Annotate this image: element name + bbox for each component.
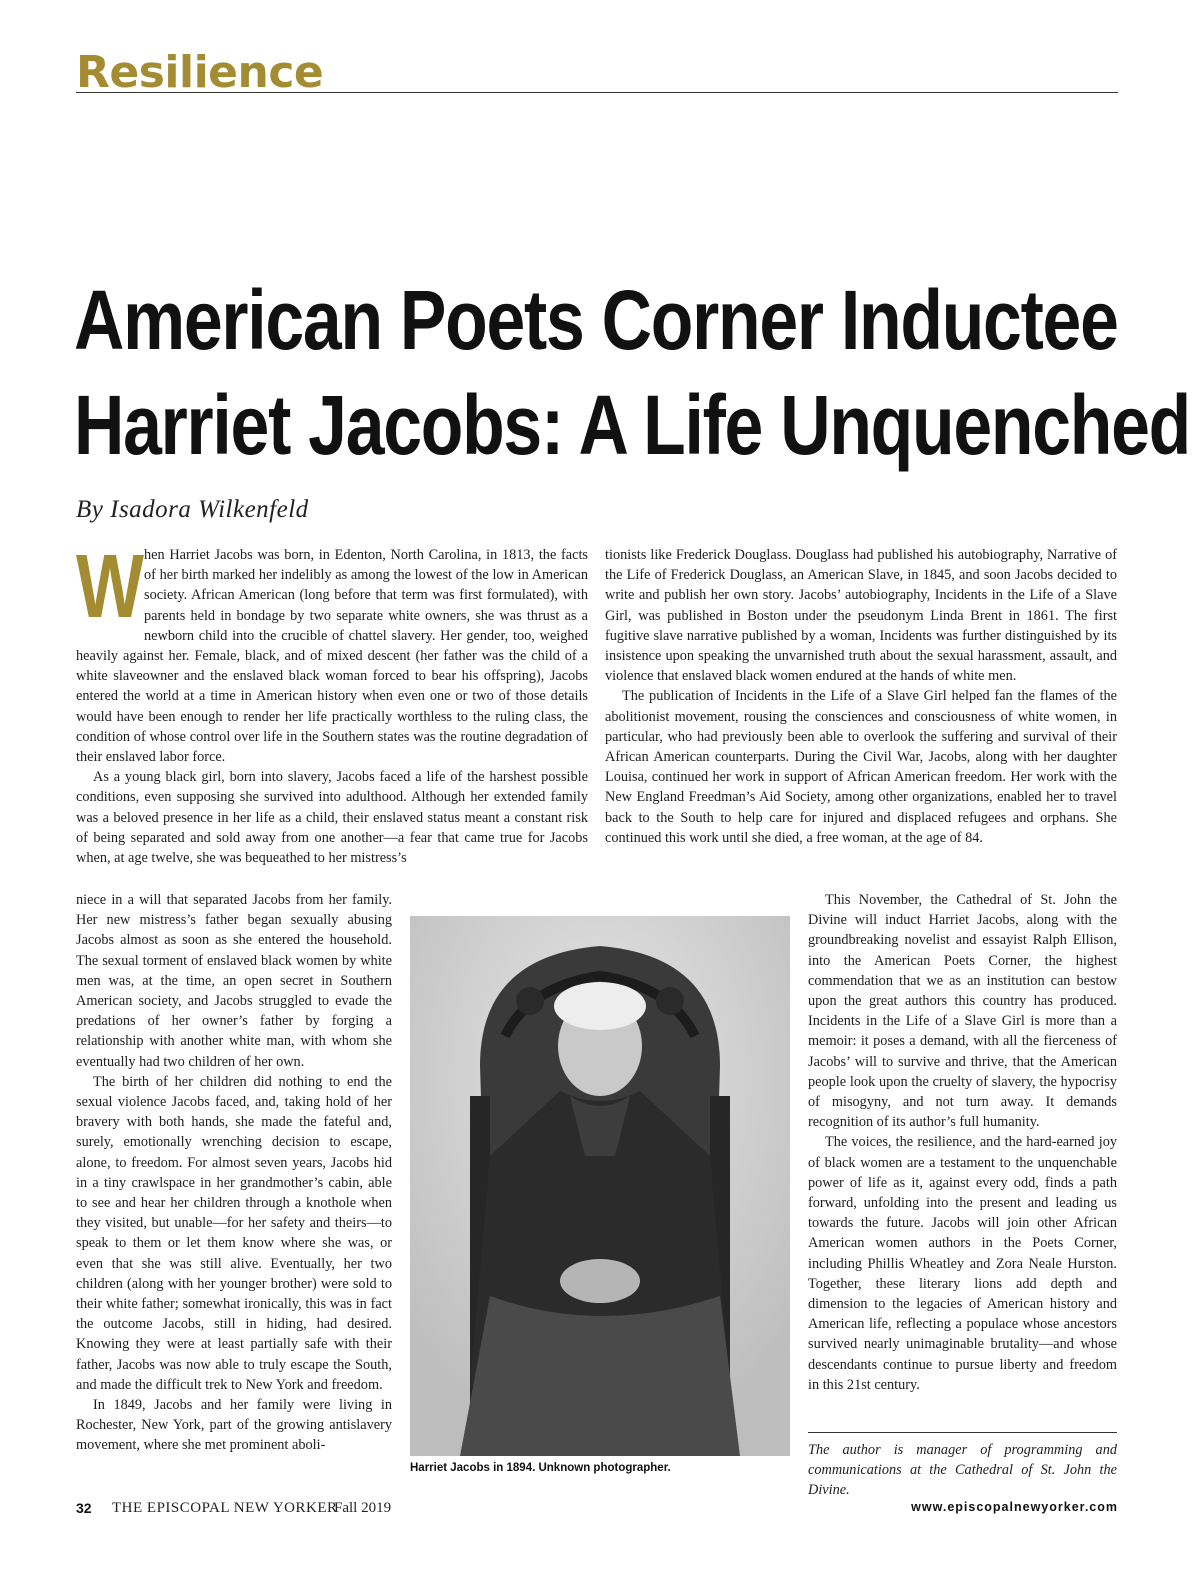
article-column-right-lower [808,890,1117,1395]
paragraph-7: This November, the Cathedral of St. John the Divine will induct Harriet Jacobs, along with the groundbreaking novelist and essayist Ralph Ellison, into the American Poets Corner, the highest commendation that we as an institution can bestow upon the great authors this country has produced. Incidents in the Life of a Slave Girl is more than a memoir: it poses a demand, with all the fierceness of Jacobs’ will to survive and thrive, that the American people look upon the cruelty of slavery, the hypocrisy of misogyny, and not turn away. It demands recognition of its author’s full humanity. [808,892,1117,1131]
page-footer [76,1500,1118,1520]
paragraph-6: The publication of Incidents in the Life of a Slave Girl helped fan the flames of the abolitionist movement, rousing the consciences and consciousness of white women, in particular, who had previously been able to overlook the suffering and survival of their African American counterparts. During the Civil War, Jacobs, along with her daughter Louisa, continued her work in support of African American freedom. Her work with the New England Freedman’s Aid Society, among other organizations, enabled her to travel back to the South to help care for injured and displaced refugees and orphans. She continued this work until she died, a free woman, at the age of 84. [605,688,1117,846]
magazine-name: THE EPISCOPAL NEW YORKER [112,1500,338,1516]
headline-line-2: Harriet Jacobs: A Life Unquenched [74,378,1190,472]
author-note-divider [808,1432,1117,1433]
article-column-left-lower [76,890,392,1456]
author-note: The author is manager of programming and communications at the Cathedral of St. John the Divine. [808,1442,1117,1499]
paragraph-2-start: As a young black girl, born into slavery, Jacobs faced a life of the harshest possible conditions, even supposing she survived into adulthood. Although her extended family was a beloved presence in her life as a child, their enslaved status meant a constant risk of being separated and sold away from one another—a fear that came true for Jacobs when, at age twelve, she was bequeathed to her mistress’s [76,769,588,867]
article-headline [74,268,1190,478]
issue-date: Fall 2019 [334,1500,392,1516]
portrait-illustration [410,916,790,1456]
section-divider [76,92,1118,93]
byline: By Isadora Wilkenfeld [76,496,309,523]
paragraph-3: The birth of her children did nothing to end the sexual violence Jacobs faced, and, taking hold of her bravery with both hands, she made the fateful and, surely, emotionally wrenching decision to escape, alone, to freedom. For almost seven years, Jacobs hid in a tiny crawlspace in her grandmother’s cabin, able to see and hear her children through a knothole when they visited, but unable—for her safety and theirs—to speak to them or let them know where she was, or even that she was still alive. Eventually, her two children (along with her younger brother) were sold to their white father; somewhat ironically, this was in fact the outcome Jacobs, still in hiding, had desired. Knowing they were at least partially safe with their father, Jacobs was now able to truly escape the South, and made the difficult trek to New York and freedom. [76,1073,392,1393]
paragraph-8: The voices, the resilience, and the hard-earned joy of black women are a testament to the unquenchable power of life as it, against every odd, finds a path forward, unfolding into the present and leading us towards the future. Jacobs will join other African American women authors in the Poets Corner, including Phillis Wheatley and Zora Neale Hurston. Together, these literary lions add depth and dimension to the legacies of American history and American life, reflecting a populace whose ancestors survived nearly unimaginable brutality—and whose descendants continue to pursue liberty and freedom in this 21st century. [808,1134,1117,1393]
paragraph-1: hen Harriet Jacobs was born, in Edenton, North Carolina, in 1813, the facts of her birth marked her indelibly as among the lowest of the low in American society. African American (long before that term was first formulated), with parents held in bondage by two separate white owners, she was thrust as a newborn child into the crucible of chattel slavery. Her gender, too, weighed heavily against her. Female, black, and of mixed descent (her father was the child of a white slaveowner and the enslaved black woman forced to bear his offspring), Jacobs entered the world at a time in American history when even one or two of those details would have been enough to render her life practically worthless to the ruling class, the condition of whose control over life in the Southern states was the routine degradation of their enslaved labor force. [76,547,588,766]
paragraph-5: tionists like Frederick Douglass. Douglass had published his autobiography, Narrative of the Life of Frederick Douglass, an American Slave, in 1845, and soon Jacobs decided to write and publish her own story. Jacobs’ autobiography, Incidents in the Life of a Slave Girl, was published in Boston under the pseudonym Linda Brent in 1861. The first fugitive slave narrative published by a woman, Incidents was further distinguished by its insistence upon speaking the unvarnished truth about the sexual harassment, assault, and violence that enslaved black women endured at the hands of white men. [605,547,1117,685]
website-link[interactable]: www.episcopalnewyorker.com [911,1500,1118,1514]
photo-caption: Harriet Jacobs in 1894. Unknown photographer. [410,1462,671,1474]
section-label: Resilience [76,47,324,98]
portrait-photo [410,916,790,1456]
paragraph-2-continued: niece in a will that separated Jacobs from her family. Her new mistress’s father began sexually abusing Jacobs almost as soon as she entered the household. The sexual torment of enslaved black women by white men was, at the time, an open secret in Southern American society, and Jacobs struggled to evade the predations of her owner’s father by forging a relationship with another white man, with whom she eventually had two children of her own. [76,892,392,1070]
article-column-left [76,537,588,868]
headline-line-1: American Poets Corner Inductee [74,273,1118,367]
drop-cap: W [76,537,144,637]
paragraph-4: In 1849, Jacobs and her family were living in Rochester, New York, part of the growing antislavery movement, where she met prominent aboli- [76,1397,392,1454]
section-header [76,44,1118,96]
article-column-right [605,545,1117,848]
page-number: 32 [76,1500,92,1516]
